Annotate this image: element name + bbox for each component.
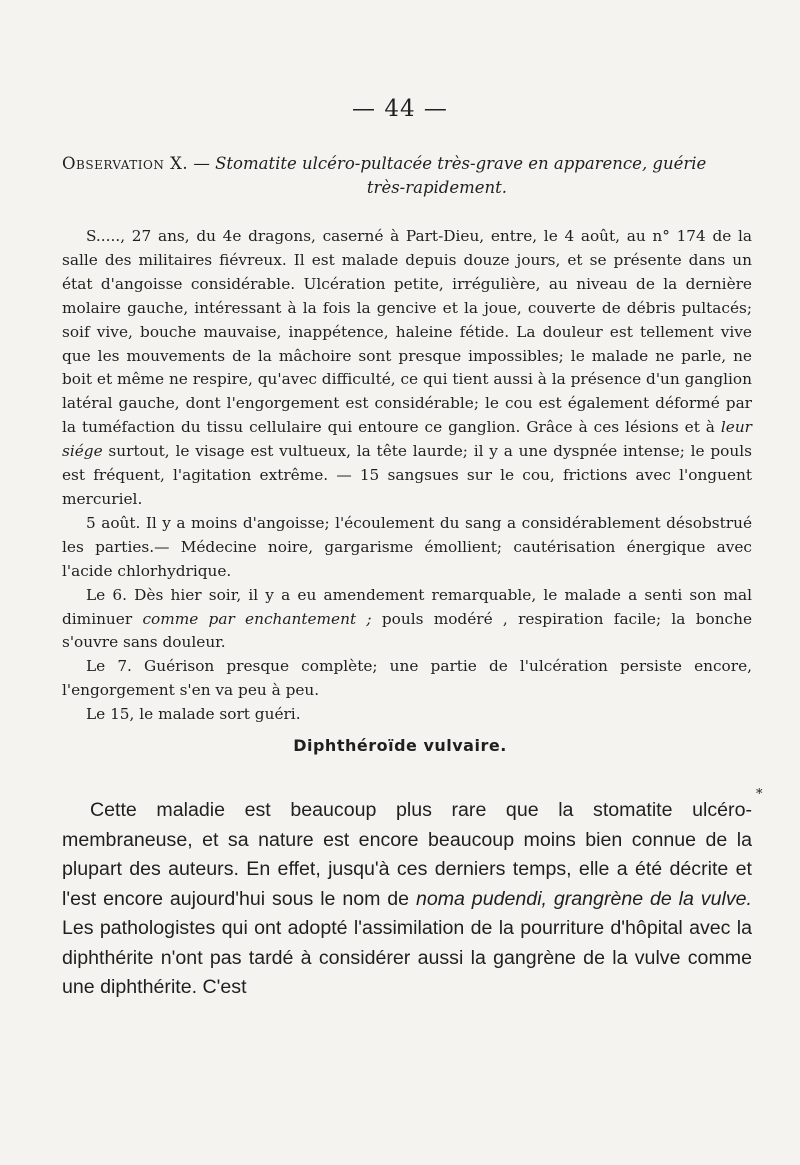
margin-mark: * — [756, 787, 763, 802]
body-text-b: Les pathologistes qui ont adopté l'assimilation de la pourriture d'hôpital avec la diphthérite n'ont pas tardé à considérer aussi la gangrène de la vulve comme une diphthérite. C'est — [62, 917, 752, 998]
body-paragraph — [62, 796, 752, 1003]
observation-title-line2: très-rapidement. — [366, 178, 508, 197]
case-paragraph-1 — [62, 225, 752, 512]
case-p1-italic: leur siége — [62, 418, 752, 461]
case-p1-text-a: S....., 27 ans, du 4e dragons, caserné à Part-Dieu, entre, le 4 août, au n° 174 de la salle des militaires fiévreux. Il est malade depuis douze jours, et se présente dans un état d'angoisse considérable. Ulcération petite, irrégulière, au niveau de la dernière molaire gauche, intéressant à la fois la gencive et la joue, couverte de débris pultacés; soif vive, bouche mauvaise, inappétence, haleine fétide. La douleur est tellement vive que les mouvements de la mâchoire sont presque impossibles; le malade ne parle, ne boit et même ne respire, qu'avec difficulté, ce qui tient aussi à la présence d'un ganglion latéral gauche, dont l'engorgement est considérable; le cou est également déformé par la tuméfaction du tissu cellulaire qui entoure ce ganglion. Grâce à ces lésions et à — [62, 227, 752, 437]
body-text — [62, 796, 752, 1003]
case-report — [62, 225, 752, 727]
body-text-a: Cette maladie est beaucoup plus rare que la stomatite ulcéro-membraneuse, et sa nature est encore beaucoup moins bien connue de la plupart des auteurs. En effet, jusqu'à ces derniers temps, elle a été décrite et l'est encore aujourd'hui sous le nom de — [62, 799, 752, 910]
case-paragraph-2: 5 août. Il y a moins d'angoisse; l'écoulement du sang a considérablement désobstrué les parties.— Médecine noire, gargarisme émollient; cautérisation énergique avec l'acide chlorhydrique. — [62, 513, 752, 580]
page-number: — 44 — — [352, 96, 448, 122]
case-paragraph-4: Le 7. Guérison presque complète; une partie de l'ulcération persiste encore, l'engorgement s'en va peu à peu. — [62, 657, 752, 700]
observation-dash: — — [188, 154, 216, 173]
body-italic: noma pudendi, grangrène de la vulve. — [415, 887, 752, 910]
case-p3-text-b: pouls modéré , respiration facile; la bonche s'ouvre sans douleur. — [62, 609, 753, 652]
case-paragraph-3 — [62, 584, 752, 656]
case-p3-italic: comme par enchantement ; — [142, 609, 372, 628]
section-title: Diphthéroïde vulvaire. — [293, 736, 507, 755]
case-paragraph-5: Le 15, le malade sort guéri. — [86, 705, 301, 724]
case-p1-text-b: surtout, le visage est vultueux, la tête laurde; il y a une dyspnée intense; le pouls est fréquent, l'agitation extrême. — 15 sangsues sur le cou, frictions avec l'onguent mercuriel. — [62, 442, 752, 508]
observation-title-line1: Stomatite ulcéro-pultacée très-grave en apparence, guérie — [215, 154, 707, 173]
observation-label: Observation X. — [62, 154, 189, 173]
case-p3-text-a: Le 6. Dès hier soir, il y a eu amendement remarquable, le malade a senti son mal diminuer — [62, 585, 752, 628]
observation-heading — [62, 152, 752, 200]
